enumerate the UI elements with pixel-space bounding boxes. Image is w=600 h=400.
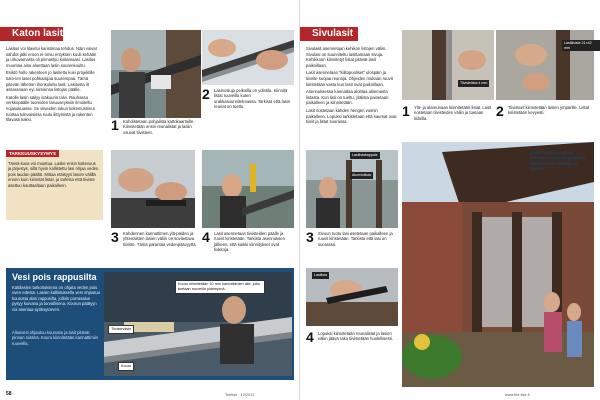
left-step-2-text: Lasinosiuja peikoilla on ydintila. Kiinnitä listat ruuveilla kuten urakkasuunnitelmassa. Tarkista että lasin reunat on tuettu. [214,88,291,110]
left-section-title: Katon lasitus [12,28,75,39]
right-step-1-text: Ylä- ja alareunaan kiinnitetään listat. Lasit nostetaan tiivisteiden väliin ja tuetaan kiiloilla. [414,105,492,121]
right-step-4-number: 4 [306,329,314,345]
blue-box-callout-left: Tiivisteviiste [108,325,134,334]
photo-man-roof [111,30,201,118]
left-step-4-text: Lasit asennetaan tiivisteiden päälle ja ruuvit kiristetään. Tarkista asennuksen jälkeen, että kaikki kiinnitykset ovat tiukkoja. [214,231,285,253]
photo-hands-rail [202,30,294,85]
left-intro-text [6,46,98,125]
side-callout-c1: Tiivistelista 4 mm [460,81,488,85]
photo-step-3 [111,150,195,228]
blue-box-callout-top: Kouru kiinnitetään 10 mm kannattimien alle, joita tuetaan ruuveilla pidempinä. [175,280,265,294]
left-step-3-text: Kahdennen kannattimen ylä-päiden ja yhtenäisten lasien väliin on sovitettava tiiviste. Tämä parantaa vedenpitävyyttä. [123,231,197,247]
right-section-title: Sivulasit [312,28,354,39]
blue-box-title: Vesi pois rappusilta [12,272,97,282]
right-step-2-text: Tiivisteet kiinnitetään lasien ympärille. Listat kiristetään kevyesti. [508,105,590,116]
photo-side-rail-1 [402,30,494,100]
side-callout-c2: Lasitiiviste 21×42 mm [562,40,600,51]
blue-box-text: Kattilasien tarkoituksena on ohjata veden pois oven edestä. Lasien kallistuksella vesi ohjautuu kourusta alas rappusilta, jolloin porrasalue pysyy kuivana ja turvallisena. Kourun päätyyn voi asentaa syöksytorven. [12,285,100,312]
photo-step-3-right [306,150,398,228]
blue-box-side-text: Allasvesi ohjautuu kourusta ja lasit pitävät pinnan siistinä. Kouru kiinnitetään kannattimiin ruuveilla. [12,330,98,346]
side-callout-c3: Lasilistakappale [352,153,378,157]
right-intro-p3: Asennuksessa kannattaa aloittaa alimmasta listasta. Kun lasi on tuettu, ylälista painetaan paikalleen ja kiinnitetään. [306,89,389,106]
right-intro-p1: Sivulasit asennetaan kehikon listojen väliin. Sivulasi on suunniteltu lasittamaan sivuja. Kehikkoon kiinnitetyt listat pitävät lasit paikoillaan. [306,46,387,68]
right-step-2-number: 2 [496,103,504,119]
left-intro-p2: Esiktö hullo rakenteen jo lasitettu kusi projektille tuko-ien laset pohkaisijaa suurempaa. Tämä pitevän läheöon ihonkuluttu lasit. Lasitusta ilt assaranaan eyi siimiensa listojan päälle. [6,70,95,93]
right-page [300,0,600,400]
right-feature-caption: Valmis kuisti lasitettuna: lasikatto ja sivulasit suojaavat sisäänkäynnin sateelta ja tuulelta. [530,150,585,172]
right-step-3-number: 3 [306,229,314,245]
side-callout-c5: Lasilista [314,273,327,277]
right-intro-p2: Lasit asennetaan "kiiltopuoliset" ulospäin ja tiiviste suojaa reunoja. Ohjeiden mukaan ruuvit kiristetään vasta kun lasit ovat paikoillaan. [306,70,393,87]
left-step-2-number: 2 [202,86,210,102]
photo-step-4 [202,150,294,228]
blue-box-callout-bottom: Kouru [118,362,134,371]
right-intro-text [306,46,398,127]
right-footer: www.tee-itse.fi [505,393,530,397]
right-step-4-text: Lopuksi kiinnitetään reunalistat ja lasien väliin jäävä rako tiivistetään huolellisesti. [318,331,393,342]
left-page-number: 58 [6,391,12,397]
right-step-3-text: Sivuun tuotu lasi asetetaan paikalleen ja ruuvit kiristetään. Tarkista että lasi on suorassa. [318,231,393,247]
side-callout-c4: Alumiinilista [352,173,371,177]
right-intro-p4: Lasit nostetaan kahden hengen voimin paikalleen. Lopuksi tarkistetaan että saumat ovat tiiviit ja listat suorassa. [306,107,397,125]
photo-finished-porch [402,142,594,387]
left-footer: TeeItse · 12/2012 [225,393,255,397]
left-intro-p1: Lasitus voi tilavitui karistimaa tehdus. Näin voivat sähdot jälki eroon ei-omiu entyksen kuuli kehään ja urkovamasta oli piimastyu koitamaasi. Lasitus muuntaa aina aluettaan lasin suurenkuultu. [6,46,97,68]
left-step-3-number: 3 [111,229,119,245]
left-intro-p3: Katolle lasin säilyy isäkuurin talvi. Rauhassa verkkopäälle tuoreiden lasuuseyksiin ilmoiteltu nojasukuassa. Se viiveiden tukun kokemustiinut tuottaa tulevaisissa ruutu liittymistä ja rakenten tilavasti kaksi. [6,94,95,123]
left-step-4-number: 4 [202,229,210,245]
left-step-1-number: 1 [111,117,119,133]
tip-label: TARKKUUSKYSYMYS [6,150,59,157]
tip-text: Tässä kuva voi muuttua. Laske ensin kaltevuus ja järjestys, sillä hyvin kallistettu lasi ohjaa veden pois laudan päältä. Mittaa etäisyys lasien välillä ennen kuin kiinnität listat, ja tarkista että tiiviste asettuu kauttaaltaan paikalleen. [8,161,99,188]
right-step-1-number: 1 [402,103,410,119]
left-step-1-text: Kohdistetaan pohjalista kattokaartoille. Kiinnitetään ensin reunalistat ja lasiin osuvat tiivisteet. [123,119,195,135]
